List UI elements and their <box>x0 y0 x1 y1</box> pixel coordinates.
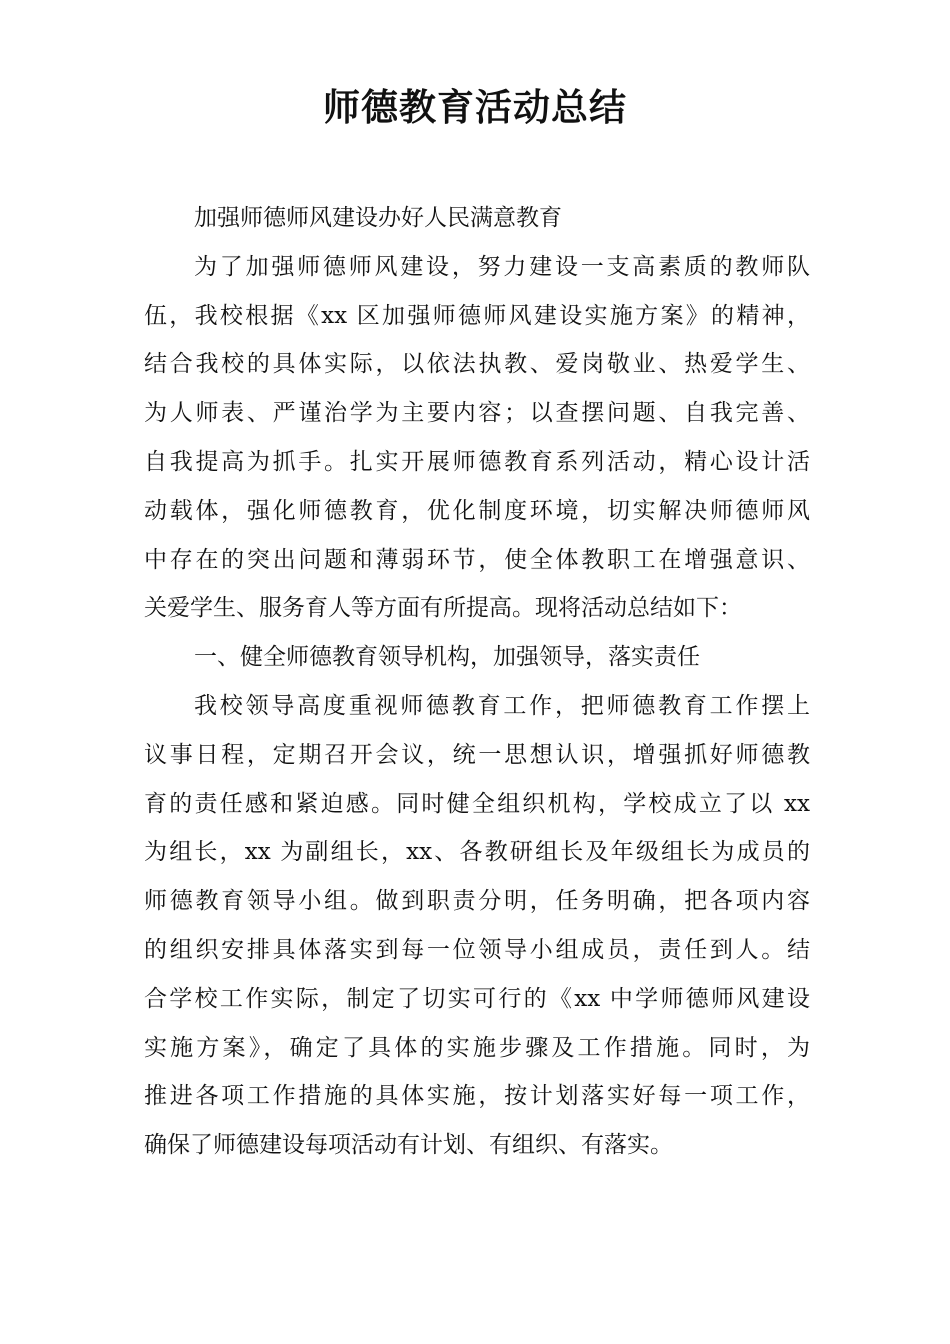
body-text-line: 推进各项工作措施的具体实施，按计划落实好每一项工作， <box>144 1083 810 1110</box>
body-text-line: 一、健全师德教育领导机构，加强领导，落实责任 <box>194 644 700 671</box>
body-text-line: 为人师表、严谨治学为主要内容；以查摆问题、自我完善、 <box>144 400 810 427</box>
body-text-line: 为了加强师德师风建设，努力建设一支高素质的教师队 <box>194 253 810 280</box>
body-text-line: 育的责任感和紧迫感。同时健全组织机构，学校成立了以 xx <box>144 790 810 817</box>
body-text-line: 加强师德师风建设办好人民满意教育 <box>194 205 562 231</box>
body-text-line: 伍，我校根据《xx 区加强师德师风建设实施方案》的精神， <box>144 302 810 329</box>
document-body <box>144 194 810 1170</box>
body-text-line: 我校领导高度重视师德教育工作，把师德教育工作摆上 <box>194 692 810 719</box>
body-text-line: 的组织安排具体落实到每一位领导小组成员，责任到人。结 <box>144 936 810 963</box>
body-text-line: 合学校工作实际，制定了切实可行的《xx 中学师德师风建设 <box>144 985 810 1012</box>
body-text-line: 师德教育领导小组。做到职责分明，任务明确，把各项内容 <box>144 888 810 915</box>
body-text-line: 议事日程，定期召开会议，统一思想认识，增强抓好师德教 <box>144 741 810 768</box>
document-title: 师德教育活动总结 <box>323 86 627 129</box>
body-text-line: 动载体，强化师德教育，优化制度环境，切实解决师德师风 <box>144 497 810 524</box>
body-text-line: 中存在的突出问题和薄弱环节，使全体教职工在增强意识、 <box>144 546 810 573</box>
body-text-line: 结合我校的具体实际，以依法执教、爱岗敬业、热爱学生、 <box>144 351 810 378</box>
body-text-line: 确保了师德建设每项活动有计划、有组织、有落实。 <box>144 1132 673 1159</box>
body-text-line: 为组长，xx 为副组长，xx、各教研组长及年级组长为成员的 <box>144 839 810 866</box>
body-text-line: 实施方案》，确定了具体的实施步骤及工作措施。同时，为 <box>144 1034 810 1061</box>
body-text-line: 自我提高为抓手。扎实开展师德教育系列活动，精心设计活 <box>144 448 810 475</box>
body-text-line: 关爱学生、服务育人等方面有所提高。现将活动总结如下： <box>144 595 742 622</box>
